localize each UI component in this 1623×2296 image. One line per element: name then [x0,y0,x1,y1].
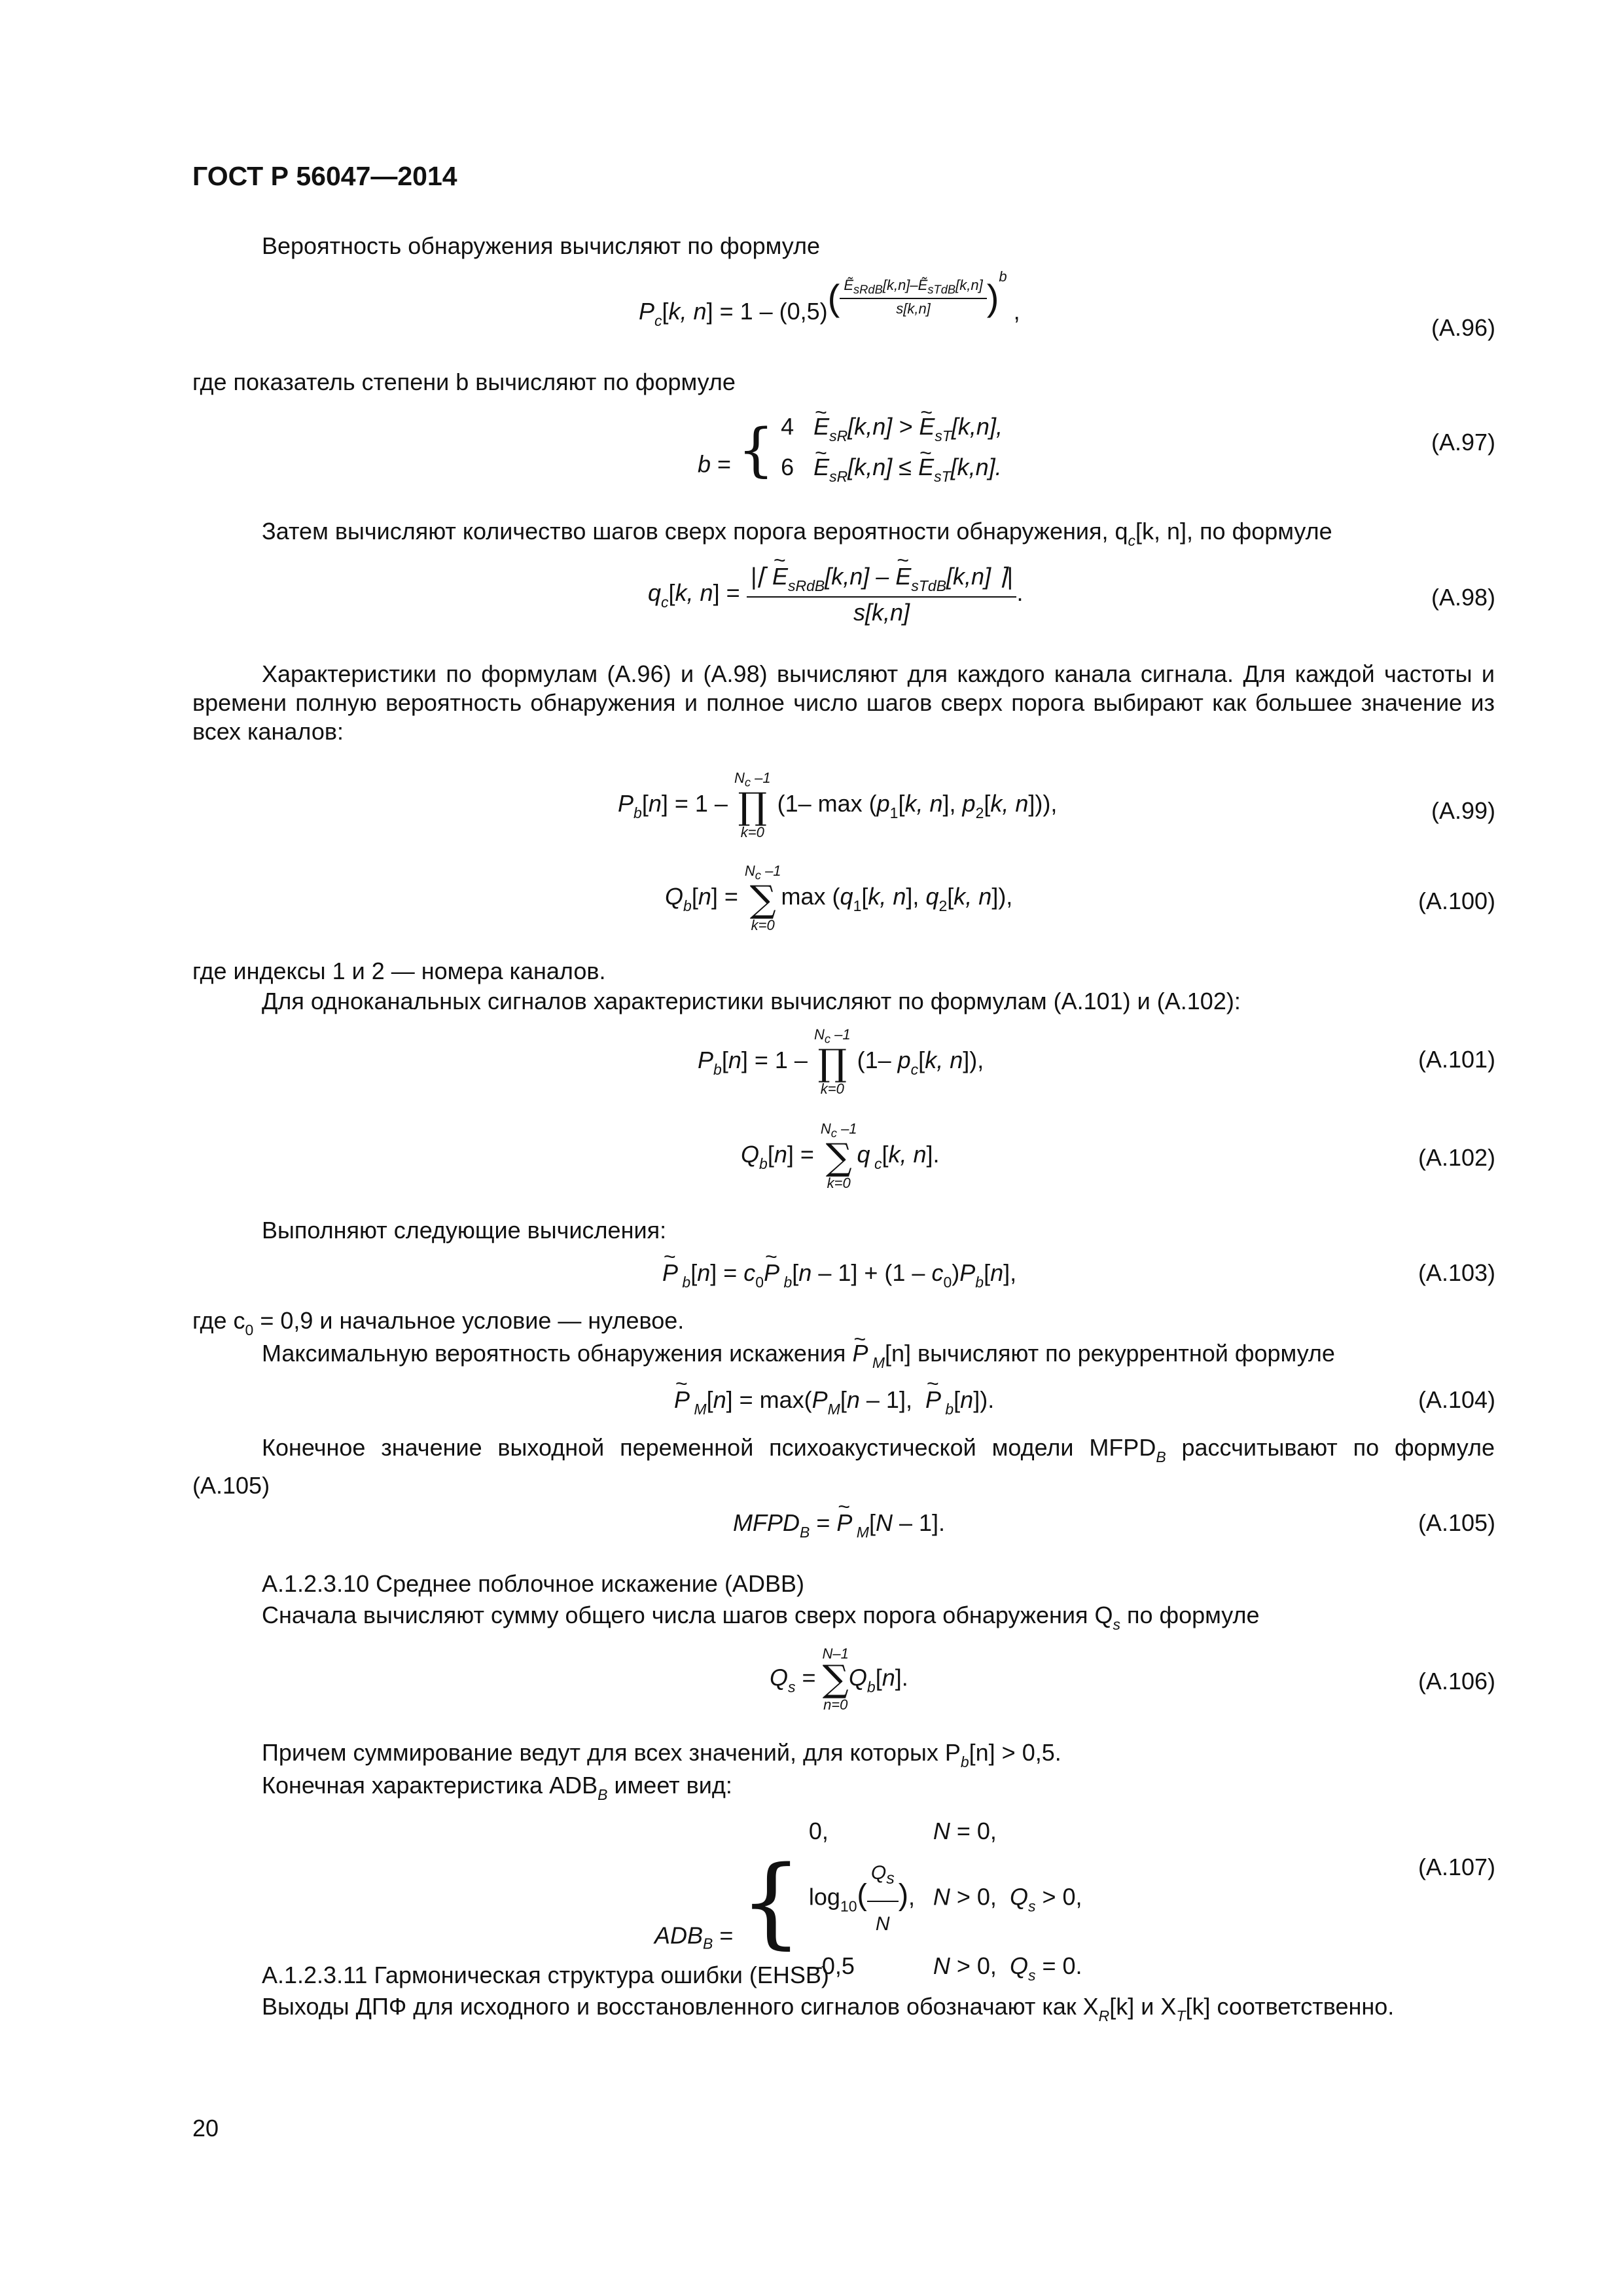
formula-a99: $P_b[n] = 1$ – $N_c$ –1 ∏ k=0 (1– $\max (p_1[k$, n], $p_2[k$, n])), [618,770,1058,840]
formula-a106: $Q_s$ = N–1 ∑ n=0 $Q_b[n]$. [770,1645,908,1713]
paragraph: где $c_0 = 0,9$ и начальное условие — нулевое. [192,1307,685,1338]
formula-a97: b = { 4 ~ $E_{sR}[k,n]$ > ~ $E_{sT}[k,n]$, 6 ~ $E_{sR}[k,n]$ ≤ ~ $E_{sT}[k,n]$. [698,411,1003,492]
formula-a103: ~ P $_b[n] = c_0\sim$ P $_b[n - 1] + (1 - c_0)P_b[n]$, [662,1259,1016,1291]
document-header: ГОСТ Р 56047—2014 [192,161,457,191]
paragraph: где индексы 1 и 2 — номера каналов. [192,958,606,984]
formula-a102: $Q_b[n]$ = $N_c$ –1 ∑ k=0 q $_c$[k, n]. [741,1121,940,1191]
equation-number: (А.99) [1431,797,1495,824]
paragraph: Максимальную вероятность обнаружения искажения ~ P $_M$[n] вычисляют по рекуррентной формуле [262,1339,1335,1377]
equation-number: (А.102) [1418,1144,1495,1171]
equation-number: (А.103) [1418,1259,1495,1286]
paragraph: Сначала вычисляют сумму общего числа шагов сверх порога обнаружения $Q_s$ по формуле [262,1602,1260,1633]
paragraph: Для одноканальных сигналов характеристики вычисляют по формулам (А.101) и (А.102): [262,988,1241,1014]
equation-number: (А.100) [1418,888,1495,914]
equation-number: (А.96) [1431,314,1495,341]
paragraph: Вероятность обнаружения вычисляют по формуле [262,232,820,259]
paragraph: где показатель степени b вычисляют по формуле [192,368,736,395]
paragraph: Выходы ДПФ для исходного и восстановленного сигналов обозначают как $X_R[k]$ и $X_T[k]$ соответственно. [262,1993,1395,2024]
formula-a98: $q_c[k$, n] = $\frac{|⌈ \sim E_{sRdB}[k,n] - \sim E_{sTdB}[k,n] ⌉|}{s[k,n]}$ . [648,563,1024,626]
formula-a100: $Q_b[n]$ = $N_c$ –1 ∑ k=0 $\max (q_1[k$, n], $q_2[k$, n]), [665,863,1013,933]
formula-a96: $P_c[k$, n] = 1 – (0,5)( $\frac{Ẽ_{sRdB}[k,n]-Ẽ_{sTdB}[k,n]}{s[k,n]}$ )b , [639,268,1020,329]
paragraph: Характеристики по формулам (А.96) и (А.98) вычисляют для каждого канала сигнала. Для каждой частоты и времени полную вероятность обнаружения и полное число шагов сверх порога выбирают как большее значение из всех каналов: [192,660,1495,745]
equation-number: (А.105) [1418,1509,1495,1536]
paragraph: Причем суммирование ведут для всех значений, для которых $P_b[n] > 0,5$. [262,1739,1061,1770]
paragraph: Конечное значение выходной переменной психоакустической модели $MFPD_B$ рассчитывают по формуле (А.105) [192,1434,1495,1499]
paragraph: Конечная характеристика $ADB_B$ имеет вид: [262,1772,732,1803]
equation-number: (А.106) [1418,1668,1495,1695]
section-heading: А.1.2.3.11 Гармоническая структура ошибки (EHSB) [262,1962,829,1988]
equation-number: (А.101) [1418,1046,1495,1073]
section-heading: А.1.2.3.10 Среднее поблочное искажение (ADBB) [262,1570,804,1597]
page-number: 20 [192,2115,219,2142]
formula-a107: $ADB_B$ = { 0, N = 0, $\log_{10}$( $\frac{Q_s}{N}$ ), N > 0, $Q_s > 0$, –0,5 N > 0, $Q_s = 0$. [654,1818,1082,1984]
formula-a101: $P_b[n] = 1$ – $N_c$ –1 ∏ k=0 (1– $p_c[k$, n]), [698,1026,984,1097]
paragraph: Затем вычисляют количество шагов сверх порога вероятности обнаружения, $q_c[k$, n], по формуле [262,518,1332,549]
paragraph: Выполняют следующие вычисления: [262,1217,667,1244]
formula-a105: $MFPD_B$ = ~ P $_M$[N – 1]. [733,1509,945,1541]
equation-number: (А.97) [1431,429,1495,456]
formula-a104: ~ P $_M[n] = \max(P_M[n - 1]$, ~ P $_b$[n]). [674,1386,994,1418]
equation-number: (А.98) [1431,584,1495,611]
equation-number: (А.104) [1418,1386,1495,1413]
equation-number: (А.107) [1418,1854,1495,1880]
